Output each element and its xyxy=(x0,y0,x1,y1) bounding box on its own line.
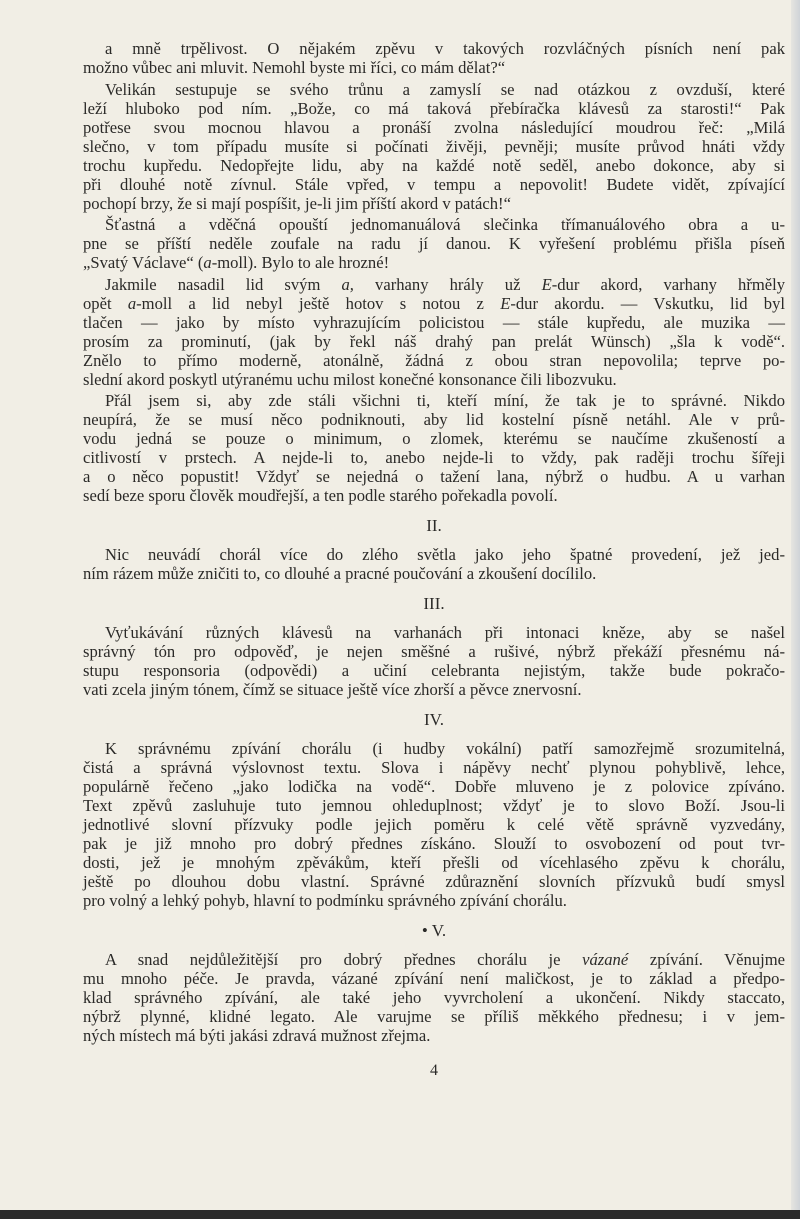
text-line: tlačen — jako by místo vyhrazujícím policistou — stále kupředu, ale muzika — xyxy=(83,312,785,332)
italic-text: a xyxy=(203,253,212,272)
text-line: leží hluboko pod ním. „Bože, co má taková přebíračka klávesů za starosti!“ Pak xyxy=(83,98,785,118)
section-heading: II. xyxy=(426,516,442,535)
text-line: ných místech má býti jakási zdravá mužnost zřejma. xyxy=(83,1026,431,1045)
text-segment: -dur akord, varhany hřměly xyxy=(551,274,786,294)
text-segment: -moll). Bylo to ale hrozné! xyxy=(211,253,390,272)
italic-text: vázané xyxy=(582,950,629,969)
text-segment: opět xyxy=(83,293,128,313)
paragraph xyxy=(83,215,785,272)
text-line: pro volný a lehký pohyb, hlavní to podmínku správného zpívání chorálu. xyxy=(83,891,567,910)
text-line: vati zcela jiným tónem, čímž se situace ještě více zhorší a pěvce znervosní. xyxy=(83,680,582,699)
scan-edge-bottom xyxy=(0,1210,800,1219)
text-line: slední akord poskytl utýranému uchu milost konečné konsonance čili libozvuku. xyxy=(83,369,617,389)
scan-edge-right xyxy=(791,0,800,1219)
page-content xyxy=(83,39,785,1045)
text-segment: „Svatý Václave“ ( xyxy=(83,253,204,272)
text-line: pochopí brzy, že si mají pospíšit, je-li jim příští akord v patách!“ xyxy=(83,193,511,213)
text-line: populárně řečeno „jako lodička na vodě“. Dobře mluveno je z polovice zpíváno. xyxy=(83,777,785,796)
paragraph xyxy=(83,391,785,505)
text-line: Velikán sestupuje se svého trůnu a zamyslí se nad otázkou z ovzduší, které xyxy=(105,79,785,99)
paragraph xyxy=(83,739,785,910)
text-line: mu mnoho péče. Je pravda, vázané zpívání není maličkost, je to základ a předpo- xyxy=(83,969,785,988)
text-line: Nic neuvádí chorál více do zlého světla jako jeho špatné provedení, jež jed- xyxy=(105,545,785,564)
text-line: K správnému zpívání chorálu (i hudby vokální) patří samozřejmě srozumitelná, xyxy=(105,739,785,758)
text-line xyxy=(83,294,785,313)
text-line: jednotlivé slovní přízvuky podle jejich poměru k celé větě správně vyzvedány, xyxy=(83,815,785,834)
text-line: neupírá, že se musí něco podniknouti, aby lid kostelní písně netáhl. Ale v prů- xyxy=(83,410,785,429)
text-line: pak je již mnoho pro dobrý přednes získáno. Slouží to osvobození od pout tvr- xyxy=(83,834,785,853)
page-body xyxy=(83,39,785,1081)
paragraph xyxy=(83,275,785,389)
italic-text: a, xyxy=(341,274,354,294)
paragraph xyxy=(83,623,785,699)
italic-text: E xyxy=(500,293,511,313)
text-line xyxy=(83,950,785,969)
text-segment: zpívání. Věnujme xyxy=(628,950,786,969)
text-line: prosím za prominutí, (jak by řekl náš drahý pan prelát Wünsch) „šla k vodě“. xyxy=(83,331,785,351)
paragraph xyxy=(83,39,785,77)
text-line: ještě po dlouhou dobu vlastní. Správné zdůraznění slovních přízvuků budí smysl xyxy=(83,872,785,891)
text-line: Vyťukávání různých klávesů na varhanách při intonaci kněze, aby se našel xyxy=(105,623,785,642)
text-line xyxy=(83,275,785,294)
text-line: trochu kupředu. Nedopřejte lidu, aby na každé notě seděl, anebo dokonce, aby si xyxy=(83,155,785,175)
text-line: slečno, v tom případu musíte si počínati živěji, pevněji; musíte průvod hnáti vždy xyxy=(83,136,785,156)
text-line: vodu jedná se pouze o minimum, o zlomek, kterému se naučíme zkušeností a xyxy=(83,429,785,448)
text-line: Text zpěvů zasluhuje tuto jemnou ohleduplnost; vždyť je to slovo Boží. Jsou-li xyxy=(83,796,785,815)
text-line: dosti, jež je mnohým zpěvákům, kteří přešli od vícehlasého zpěvu k chorálu, xyxy=(83,853,785,872)
text-line: klad správného zpívání, ale také jeho vyvrcholení a ukončení. Nikdy staccato, xyxy=(83,988,785,1007)
page-number: 4 xyxy=(430,1062,438,1079)
text-line: Znělo to přímo moderně, atonálně, žádná z obou stran nepovolila; teprve po- xyxy=(83,350,785,370)
text-segment: -moll a lid nebyl ještě hotov s notou z xyxy=(136,293,501,313)
text-line: nýbrž plynné, klidné legato. Ale varujme se příliš měkkého přednesu; i v jem- xyxy=(83,1007,785,1026)
text-line: a o něco popustit! Vždyť se nejedná o tažení lana, nýbrž o hudbu. A u varhan xyxy=(83,467,785,486)
paragraph xyxy=(83,545,785,583)
text-line: pne se příští neděle zoufale na radu jí danou. K vyřešení problému přišla píseň xyxy=(83,234,785,253)
text-line: a mně trpělivost. O nějakém zpěvu v takových rozvláčných písních není pak xyxy=(105,39,785,58)
italic-text: a xyxy=(127,293,137,313)
text-line: při dlouhé notě zívnul. Stále vpřed, v tempu a nepovolit! Budete vidět, zpívající xyxy=(83,174,785,194)
text-segment: varhany hrály už xyxy=(353,274,542,294)
text-segment: A snad nejdůležitější pro dobrý přednes chorálu je xyxy=(105,950,583,969)
text-line: Přál jsem si, aby zde stáli všichni ti, kteří míní, že tak je to správné. Nikdo xyxy=(105,391,785,410)
text-segment: -dur akordu. — Vskutku, lid byl xyxy=(510,293,785,313)
text-segment: Jakmile nasadil lid svým xyxy=(105,274,342,294)
text-line xyxy=(83,253,785,272)
text-line: citlivostí v prstech. A nejde-li to, anebo nejde-li to vždy, pak raději trochu šířeji xyxy=(83,448,785,467)
text-line: správný tón pro odpověď, je nejen směšné a rušivé, nýbrž překáží přesnému ná- xyxy=(83,642,785,661)
text-line: Šťastná a vděčná opouští jednomanuálová slečinka třímanuálového obra a u- xyxy=(105,215,785,234)
text-line: čistá a správná výslovnost textu. Slova i nápěvy nechť plynou pohyblivě, lehce, xyxy=(83,758,785,777)
paragraph xyxy=(83,80,785,213)
text-line: sedí beze sporu člověk moudřejší, a ten podle starého pořekadla povolí. xyxy=(83,486,558,505)
text-line: možno vůbec ani mluvit. Nemohl byste mi říci, co mám dělat?“ xyxy=(83,58,506,77)
paragraph xyxy=(83,950,785,1045)
text-line: potřese svou mocnou hlavou a pronáší zvolna následující moudrou řeč: „Milá xyxy=(83,117,785,137)
italic-text: E xyxy=(541,274,552,294)
section-heading: IV. xyxy=(424,710,444,729)
text-line: ním rázem může zničiti to, co dlouhé a pracné poučování a zkoušení docílilo. xyxy=(83,564,597,583)
section-heading: • V. xyxy=(421,921,447,940)
section-heading: III. xyxy=(423,594,445,613)
text-line: stupu responsoria (odpovědi) a učiní celebranta nejistým, takže bude pokračo- xyxy=(83,661,785,680)
